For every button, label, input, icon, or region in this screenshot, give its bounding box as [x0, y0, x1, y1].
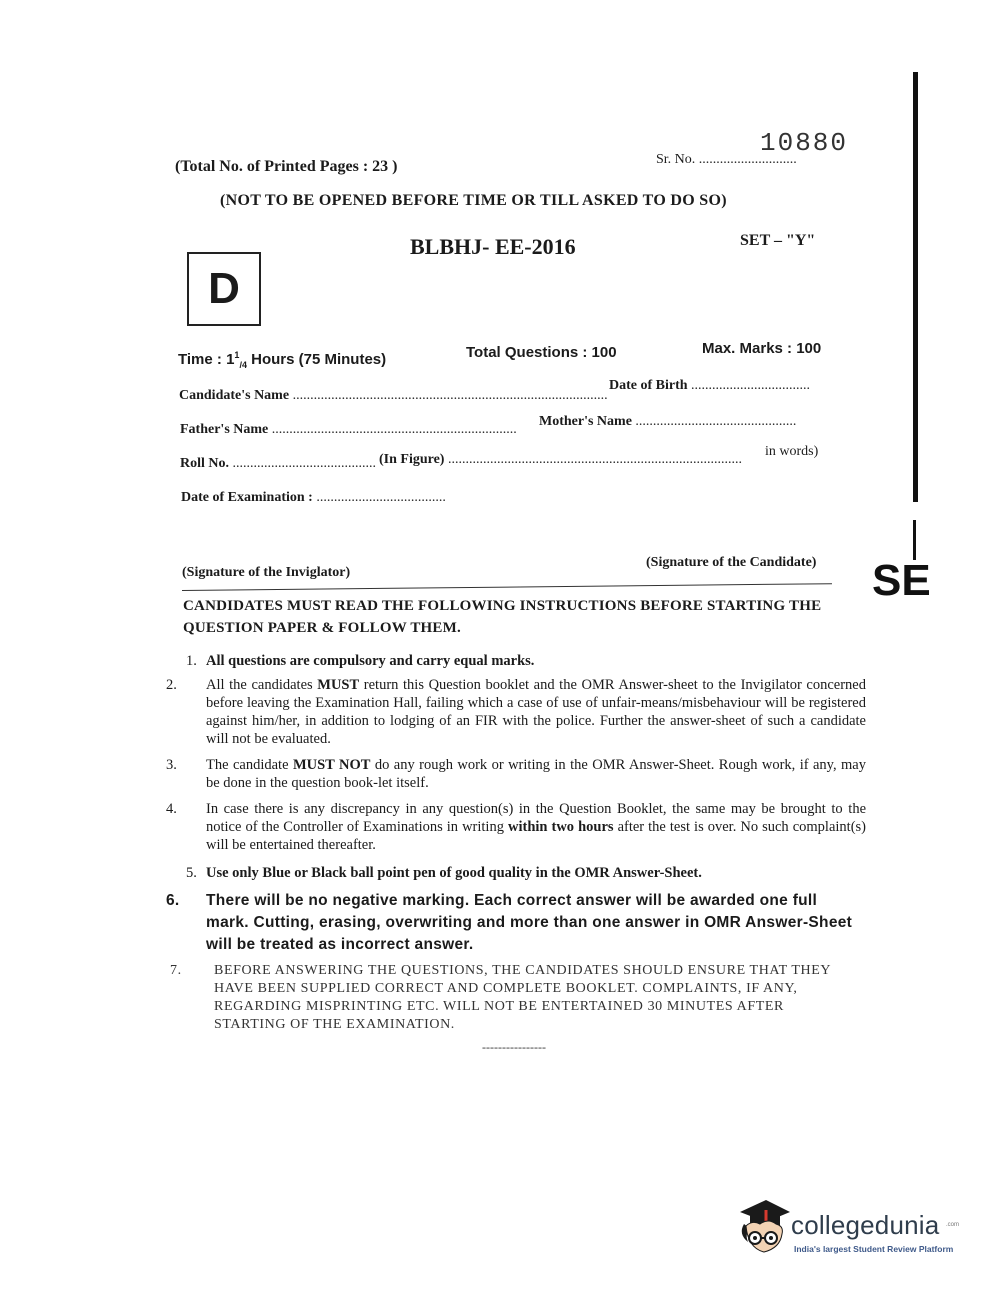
set-label: SET – "Y": [740, 232, 816, 249]
candidate-name-field: Candidate's Name ..........................................................................................: [179, 388, 608, 403]
total-pages: (Total No. of Printed Pages : 23 ): [175, 158, 398, 175]
series-letter: D: [208, 264, 240, 313]
total-questions: Total Questions : 100: [466, 344, 617, 361]
instruction-1: 1. All questions are compulsory and carry equal marks.: [186, 653, 535, 669]
father-name-field: Father's Name ......................................................................: [180, 422, 517, 437]
serial-number: 10880: [760, 128, 849, 158]
instructions-heading: CANDIDATES MUST READ THE FOLLOWING INSTRUCTIONS BEFORE STARTING THE QUESTION PAPER & FOLLOW THEM.: [183, 598, 822, 636]
collegedunia-wordmark: collegedunia: [791, 1210, 940, 1240]
roll-no-field: Roll No. .........................................: [180, 456, 376, 471]
scan-edge-bar: [913, 72, 918, 502]
max-marks: Max. Marks : 100: [702, 340, 822, 357]
collegedunia-com: .com: [946, 1222, 960, 1228]
time-info: Time : $1^1_{/4}$ Hours (75 Minutes): [178, 350, 387, 370]
scan-edge-bar-lower: [913, 520, 916, 560]
candidate-signature-label: (Signature of the Candidate): [646, 555, 817, 570]
instruction-5: 5. Use only Blue or Black ball point pen of good quality in the OMR Answer-Sheet.: [186, 865, 702, 881]
serial-label: Sr. No. ............................: [656, 152, 797, 167]
collegedunia-mascot-icon: [736, 1196, 792, 1261]
instruction-4: 4. In case there is any discrepancy in any question(s) in the Question Booklet, the same may be brought to the notice of the Controller of Examinations in writing within two hours after the test is over. No such complaint(s) will be entertained thereafter.: [166, 801, 866, 853]
divider: [182, 583, 832, 591]
roll-figure-field: (In Figure) ....................................................................................: [379, 452, 742, 467]
exam-code: BLBHJ- EE-2016: [410, 234, 576, 259]
in-words-label: in words): [765, 444, 819, 459]
not-open-notice: (NOT TO BE OPENED BEFORE TIME OR TILL ASKED TO DO SO): [220, 192, 727, 209]
instruction-2: 2. All the candidates MUST return this Question booklet and the OMR Answer-sheet to the Invigilator concerned before leaving the Examination Hall, failing which a case of use of unfair-means/misbehaviour will be registered against him/her, in addition to lodging of an FIR with the police. Further the answer-sheet of such a candidate will not be evaluated.: [166, 677, 866, 747]
end-marker: ----------------: [482, 1040, 546, 1054]
instruction-6: 6. There will be no negative marking. Each correct answer will be awarded one full mark. Cutting, erasing, overwriting and more than one answer in OMR Answer-Sheet will be treated as incorrect answer.: [166, 892, 853, 953]
edge-text-fragment: SE: [872, 556, 931, 605]
exam-date-field: Date of Examination : .....................................: [181, 490, 446, 505]
instruction-7: 7. BEFORE ANSWERING THE QUESTIONS, THE CANDIDATES SHOULD ENSURE THAT THEY HAVE BEEN SUPPLIED CORRECT AND COMPLETE BOOKLET. COMPLAINTS, IF ANY, REGARDING MISPRINTING ETC. WILL NOT BE ENTERTAINED 30 MINUTES AFTER STARTING OF THE EXAMINATION.: [170, 963, 831, 1032]
dob-field: Date of Birth ..................................: [609, 378, 811, 393]
collegedunia-tagline: India's largest Student Review Platform: [794, 1244, 954, 1254]
series-box: [187, 252, 261, 326]
invigilator-signature-label: (Signature of the Inviglator): [182, 565, 351, 580]
mother-name-field: Mother's Name ..............................................: [539, 414, 797, 429]
instruction-3: 3. The candidate MUST NOT do any rough work or writing in the OMR Answer-Sheet. Rough work, if any, may be done in the question book-let itself.: [166, 757, 866, 791]
